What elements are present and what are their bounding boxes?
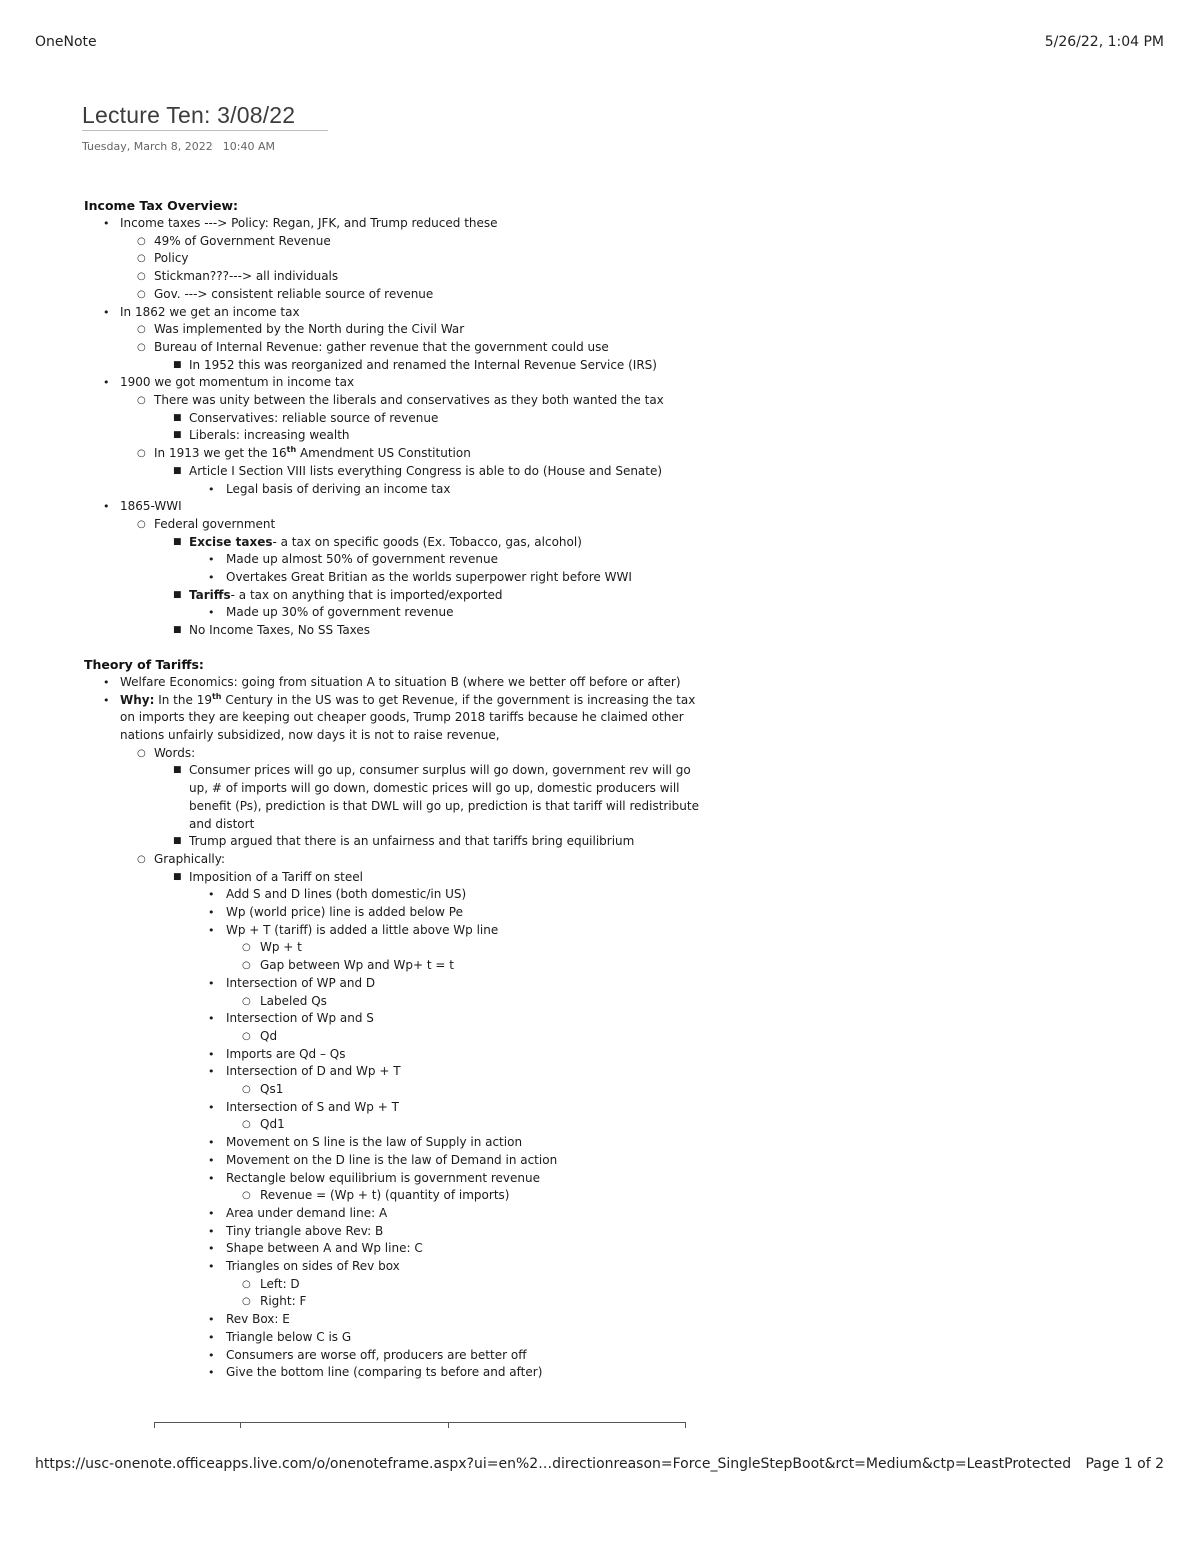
item-bold-term: Why:: [120, 692, 155, 707]
list-item: [84, 250, 704, 268]
item-bold-term: Excise taxes: [189, 534, 273, 549]
bullet-icon: ○: [137, 253, 146, 265]
item-text: Consumers are worse off, producers are better off: [226, 1347, 527, 1362]
bullet-icon: •: [208, 1136, 215, 1150]
list-item: [84, 410, 704, 428]
bullet-icon: ○: [137, 448, 146, 460]
item-text: Policy: [154, 251, 189, 266]
list-item: [84, 1099, 704, 1117]
list-item: [84, 286, 704, 304]
list-item: [84, 975, 704, 993]
item-text: Made up almost 50% of government revenue: [226, 552, 499, 567]
item-superscript: th: [286, 445, 297, 455]
item-text: Conservatives: reliable source of revenue: [189, 410, 439, 425]
note-content: [84, 197, 704, 1382]
bullet-icon: ■: [173, 359, 182, 370]
bullet-icon: ○: [137, 271, 146, 283]
bullet-icon: •: [208, 1171, 215, 1185]
bullet-icon: ○: [242, 1119, 251, 1131]
item-text: Revenue = (Wp + t) (quantity of imports): [260, 1188, 510, 1203]
item-text: 1865-WWI: [120, 499, 182, 514]
list-item: [84, 692, 704, 745]
item-text: Area under demand line: A: [226, 1205, 388, 1220]
bullet-icon: •: [208, 1313, 215, 1327]
list-item: [84, 604, 704, 622]
list-item: [84, 1046, 704, 1064]
list-item: [84, 1223, 704, 1241]
item-text-after: Century in the US was to get Revenue, if the government is increasing the tax on imports they are keeping out cheaper goods, Trump 2018 tariffs because he claimed other nations unfairly subsidized, now days it is not to raise revenue,: [120, 692, 696, 742]
list-item: [84, 833, 704, 851]
bullet-icon: •: [208, 888, 215, 902]
list-item: [84, 886, 704, 904]
bullet-icon: ○: [242, 942, 251, 954]
bullet-icon: ○: [137, 341, 146, 353]
page-number: Page 1 of 2: [1085, 1456, 1164, 1472]
item-text: 1900 we got momentum in income tax: [120, 375, 355, 390]
bullet-icon: ○: [137, 853, 146, 865]
item-text: Gov. ---> consistent reliable source of revenue: [154, 286, 434, 301]
bullet-icon: ○: [242, 960, 251, 972]
bullet-icon: •: [208, 1047, 215, 1061]
list-item: [84, 851, 704, 869]
bullet-icon: ○: [242, 995, 251, 1007]
bullet-icon: ○: [137, 395, 146, 407]
bullet-icon: ■: [173, 589, 182, 600]
item-text: In 1913 we get the 16: [154, 446, 287, 461]
bullet-icon: •: [208, 1153, 215, 1167]
bullet-icon: •: [208, 1224, 215, 1238]
list-item: [84, 516, 704, 534]
bullet-icon: •: [103, 376, 110, 390]
list-item: [84, 321, 704, 339]
bullet-icon: ○: [137, 324, 146, 336]
bullet-icon: ■: [173, 412, 182, 423]
list-item: [84, 463, 704, 481]
bullet-icon: ■: [173, 836, 182, 847]
item-text: - a tax on anything that is imported/exported: [230, 587, 503, 602]
bullet-icon: •: [208, 1366, 215, 1380]
item-text: Give the bottom line (comparing ts before and after): [226, 1365, 543, 1380]
list-item: [84, 392, 704, 410]
list-item: [84, 587, 704, 605]
list-item: [84, 1134, 704, 1152]
item-text-after: Amendment US Constitution: [296, 446, 471, 461]
list-item: [84, 427, 704, 445]
item-text: Article I Section VIII lists everything Congress is able to do (House and Senate): [189, 463, 663, 478]
item-text: Words:: [154, 745, 196, 760]
list-item: [84, 993, 704, 1011]
item-text: In the 19: [154, 692, 212, 707]
item-text: Stickman???---> all individuals: [154, 269, 339, 284]
list-item: [84, 233, 704, 251]
bullet-icon: •: [208, 906, 215, 920]
list-item: [84, 551, 704, 569]
bullet-icon: ○: [137, 235, 146, 247]
item-text: Gap between Wp and Wp+ t = t: [260, 958, 454, 973]
page-date: Tuesday, March 8, 2022: [82, 140, 213, 153]
item-text: Overtakes Great Britian as the worlds superpower right before WWI: [226, 570, 632, 585]
list-item: [84, 1116, 704, 1134]
item-bold-term: Tariffs: [189, 587, 231, 602]
bullet-icon: ■: [173, 625, 182, 636]
list-item: [84, 498, 704, 516]
bullet-icon: ○: [137, 747, 146, 759]
item-text: Consumer prices will go up, consumer surplus will go down, government rev will go up, # of imports will go down, domestic prices will go up, domestic producers will benefit (Ps), prediction is that DWL will go up, prediction is that tariff will redistribute and distort: [189, 763, 699, 831]
list-item: [84, 1187, 704, 1205]
item-text: Graphically:: [154, 851, 226, 866]
bullet-icon: •: [103, 675, 110, 689]
item-text: Imports are Qd – Qs: [226, 1046, 346, 1061]
bullet-icon: •: [208, 606, 215, 620]
bullet-icon: •: [208, 1065, 215, 1079]
item-text: There was unity between the liberals and conservatives as they both wanted the tax: [154, 393, 664, 408]
list-item: [84, 1311, 704, 1329]
bullet-icon: •: [103, 217, 110, 230]
list-item: [84, 268, 704, 286]
list-item: [84, 1364, 704, 1382]
bullet-icon: •: [208, 571, 215, 585]
list-item: [84, 745, 704, 763]
item-superscript: th: [211, 691, 222, 701]
list-item: [84, 1152, 704, 1170]
list-item: [84, 374, 704, 392]
list-item: [84, 1258, 704, 1276]
list-item: [84, 1010, 704, 1028]
list-item: [84, 869, 704, 887]
bullet-icon: ■: [173, 765, 182, 776]
item-text: Add S and D lines (both domestic/in US): [226, 887, 467, 902]
bullet-icon: ○: [137, 288, 146, 300]
item-text: Right: F: [260, 1294, 307, 1309]
list-item: [84, 939, 704, 957]
bullet-icon: •: [208, 1012, 215, 1026]
item-text: Liberals: increasing wealth: [189, 428, 350, 443]
item-text: Qd1: [260, 1117, 285, 1132]
bullet-icon: •: [208, 1100, 215, 1114]
list-item: [84, 1028, 704, 1046]
bullet-icon: •: [103, 693, 110, 707]
item-text: Bureau of Internal Revenue: gather revenue that the government could use: [154, 339, 609, 354]
item-text: Imposition of a Tariff on steel: [189, 869, 363, 884]
item-text: Legal basis of deriving an income tax: [226, 481, 451, 496]
item-text: Movement on the D line is the law of Demand in action: [226, 1152, 558, 1167]
bullet-icon: •: [103, 305, 110, 319]
item-text: Intersection of Wp and S: [226, 1011, 374, 1026]
bullet-icon: ○: [242, 1296, 251, 1308]
bullet-icon: ○: [137, 518, 146, 530]
bullet-icon: •: [208, 976, 215, 990]
item-text: Income taxes ---> Policy: Regan, JFK, and Trump reduced these: [120, 216, 498, 230]
bullet-icon: ○: [242, 1190, 251, 1202]
bullet-icon: ○: [242, 1030, 251, 1042]
bullet-icon: •: [208, 1348, 215, 1362]
list-item: [84, 304, 704, 322]
section-heading: Income Tax Overview:: [84, 198, 239, 213]
item-text: Trump argued that there is an unfairness and that tariffs bring equilibrium: [189, 834, 635, 849]
bullet-icon: ■: [173, 430, 182, 441]
list-item: [84, 1240, 704, 1258]
list-item: [84, 904, 704, 922]
bullet-icon: ■: [173, 536, 182, 547]
list-item: [84, 569, 704, 587]
list-item: [84, 1081, 704, 1099]
bullet-icon: •: [208, 482, 215, 496]
item-text: Wp (world price) line is added below Pe: [226, 905, 463, 920]
item-text: Intersection of S and Wp + T: [226, 1099, 399, 1114]
page-datetime: [82, 140, 275, 153]
page-url: https://usc-onenote.officeapps.live.com/o/onenoteframe.aspx?ui=en%2…directionreason=Force_SingleStepBoot&rct=Medium&ctp=LeastProtected: [35, 1456, 1072, 1472]
item-text: Triangles on sides of Rev box: [226, 1259, 400, 1274]
bullet-icon: ■: [173, 465, 182, 476]
bullet-icon: ○: [242, 1278, 251, 1290]
bullet-icon: •: [208, 553, 215, 567]
item-text: Rev Box: E: [226, 1312, 290, 1327]
item-text: Wp + T (tariff) is added a little above Wp line: [226, 922, 499, 937]
bullet-icon: •: [208, 1242, 215, 1256]
print-datetime: 5/26/22, 1:04 PM: [1044, 34, 1164, 50]
item-text: Made up 30% of government revenue: [226, 605, 454, 620]
bullet-icon: •: [208, 923, 215, 937]
list-item: [84, 1347, 704, 1365]
list-item: [84, 339, 704, 357]
list-item: [84, 534, 704, 552]
list-item: [84, 762, 704, 833]
item-text: Intersection of D and Wp + T: [226, 1064, 401, 1079]
list-item: [84, 481, 704, 499]
bullet-icon: •: [208, 1330, 215, 1344]
bullet-icon: •: [208, 1206, 215, 1220]
item-text: Labeled Qs: [260, 993, 327, 1008]
item-text: Triangle below C is G: [226, 1329, 352, 1344]
list-item: [84, 1329, 704, 1347]
item-text: Qs1: [260, 1082, 284, 1097]
bullet-icon: •: [103, 500, 110, 514]
list-item: [84, 674, 704, 692]
list-item: [84, 922, 704, 940]
app-name: OneNote: [35, 34, 97, 50]
page-title[interactable]: Lecture Ten: 3/08/22: [82, 102, 328, 131]
section-heading: Theory of Tariffs:: [84, 656, 204, 672]
item-text: 49% of Government Revenue: [154, 233, 331, 248]
item-text: Rectangle below equilibrium is government revenue: [226, 1170, 540, 1185]
bullet-icon: ○: [242, 1084, 251, 1096]
list-item: [84, 622, 704, 640]
item-text: - a tax on specific goods (Ex. Tobacco, gas, alcohol): [272, 534, 582, 549]
item-text: Movement on S line is the law of Supply in action: [226, 1135, 523, 1150]
page-time: 10:40 AM: [222, 140, 275, 153]
item-text: No Income Taxes, No SS Taxes: [189, 623, 371, 638]
item-text: Welfare Economics: going from situation A to situation B (where we better off before or after): [120, 674, 681, 689]
item-text: In 1862 we get an income tax: [120, 304, 300, 319]
item-text: Left: D: [260, 1276, 300, 1291]
item-text: Shape between A and Wp line: C: [226, 1241, 423, 1256]
list-item: [84, 1276, 704, 1294]
list-item: [84, 1170, 704, 1188]
page-divider: [154, 1422, 686, 1427]
list-item: [84, 957, 704, 975]
list-item: [84, 357, 704, 375]
item-text: Was implemented by the North during the Civil War: [154, 322, 465, 337]
item-text: Tiny triangle above Rev: B: [226, 1223, 384, 1238]
item-text: In 1952 this was reorganized and renamed the Internal Revenue Service (IRS): [189, 357, 657, 372]
item-text: Intersection of WP and D: [226, 975, 376, 990]
list-item: [84, 1205, 704, 1223]
bullet-icon: ■: [173, 871, 182, 882]
list-item: [84, 1063, 704, 1081]
list-item: [84, 1293, 704, 1311]
item-text: Qd: [260, 1028, 278, 1043]
bullet-icon: •: [208, 1260, 215, 1274]
item-text: Federal government: [154, 516, 276, 531]
list-item: [84, 445, 704, 463]
item-text: Wp + t: [260, 940, 302, 955]
list-item: [84, 215, 704, 233]
